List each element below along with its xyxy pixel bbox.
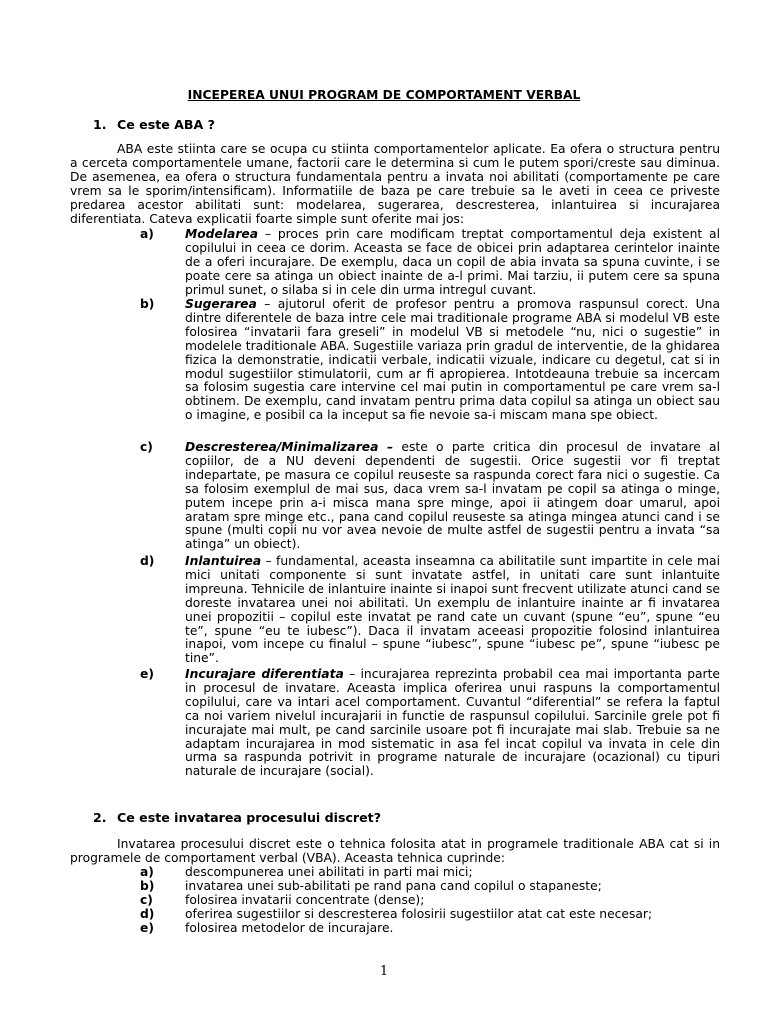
item-text: – incurajarea reprezinta probabil cea mai importanta parte in procesul de invatare. Aceasta implica oferirea unui raspuns la comportamentul copilului, care va intari acel comportament. Cuvantul “diferential” se refera la faptul ca noi variem nivelul incurajarii in functie de raspunsul copilului. Sarcinile grele pot fi incurajate mai mult, pe cand sarcinile usoare pot fi incurajate mai slab. Trebuie sa ne adaptam incurajarea in mod sistematic in asa fel incat copilul va invata in cele din urma sa raspunda potrivit in programe naturale de incurajare (ocazional) cu tipuri naturale de incurajare (social). — [185, 667, 720, 779]
item-term: Inlantuirea — [185, 554, 262, 568]
item-text: descompunerea unei abilitati in parti mai mici; — [185, 865, 473, 879]
section-2-item-a — [140, 866, 720, 880]
item-label: a) — [140, 227, 154, 241]
section-1-heading-text: Ce este ABA ? — [117, 117, 215, 132]
item-label: b) — [140, 879, 155, 893]
section-2-intro: Invatarea procesului discret este o tehnica folosita atat in programele traditionale ABA cat si in programele de comportament verbal (VBA). Aceasta tehnica cuprinde: — [70, 837, 720, 865]
item-text: folosirea metodelor de incurajare. — [185, 921, 394, 935]
item-text: este o parte critica din procesul de invatare al copiilor, de a NU deveni dependenti de sugestii. Orice sugestii vor fi treptat indepartate, pe masura ce copilul reuseste sa raspunda corect fara nici o sugestie. Ca sa folosim exemplul de mai sus, daca vrem sa-l invatam pe copil sa atinga o minge, putem incepe prin a-i misca mana spre minge, apoi ii atingem doar umarul, apoi aratam spre minge etc., pana cand copilul reuseste sa atinga mingea atunci cand i se spune (multi copii nu vor avea nevoie de multe astfel de sugestii pentru a invata “sa atinga” un obiect). — [185, 440, 720, 552]
item-label: e) — [140, 921, 154, 935]
item-text: – proces prin care modificam treptat comportamentul deja existent al copilului in ceea ce dorim. Aceasta se face de obicei prin adaptarea cerintelor inainte de a oferi incurajare. De exemplu, daca un copil de abia invata sa spuna cuvinte, i se poate cere sa atinga un obiect inainte de a-l primi. Mai tarziu, ii putem cere sa spuna primul sunet, o silaba si in cele din urma intregul cuvant. — [185, 227, 720, 297]
section-2-number: 2. — [93, 810, 107, 825]
item-label: c) — [140, 893, 153, 907]
section-1-item-d — [140, 555, 720, 666]
section-2-item-c — [140, 894, 720, 908]
section-1-item-e — [140, 668, 720, 779]
item-text: – ajutorul oferit de profesor pentru a promova raspunsul corect. Una dintre diferentele de baza intre cele mai traditionale programe ABA si modelul VB este folosirea “invatarii fara greseli” in modelul VB si metodele “nu, nici o sugestie” in modelele traditionale ABA. Sugestiile variaza prin gradul de interventie, de la ghidarea fizica la demonstratie, indicatii verbale, indicatii vizuale, indicare cu degetul, cat si in modul sugestiilor stimulatorii, cum ar fi apropierea. Intotdeauna trebuie sa incercam sa folosim sugestia care intervine cel mai putin in comportamentul pe care vrem sa-l obtinem. De exemplu, cand invatam pentru prima data copilul sa atinga un obiect sau o imagine, e posibil ca la inceput sa fie nevoie sa-i miscam mana spe obiect. — [185, 297, 720, 423]
section-1-intro: ABA este stiinta care se ocupa cu stiinta comportamentelor aplicate. Ea ofera o structura pentru a cerceta comportamentele umane, factorii care le determina si cum le putem spori/creste sau diminua. De asemenea, ea ofera o structura fundamentala pentru a invata noi abilitati (comportamente pe care vrem sa le sporim/intensificam). Informatiile de baza pe care trebuie sa le aveti in ceea ce priveste predarea acestor abilitati sunt: modelarea, sugerarea, descresterea, inlantuirea si incurajarea diferentiata. Cateva explicatii foarte simple sunt oferite mai jos: — [70, 142, 720, 226]
item-term: Descresterea/Minimalizarea – — [185, 440, 394, 454]
section-1-item-a — [140, 228, 720, 298]
item-label: d) — [140, 907, 155, 921]
item-text: folosirea invatarii concentrate (dense); — [185, 893, 425, 907]
section-1-heading — [93, 117, 215, 132]
item-text: – fundamental, aceasta inseamna ca abilitatile sunt impartite in cele mai mici unitati componente si sunt invatate astfel, in unitati care sunt inlantuite impreuna. Tehnicile de inlantuire inainte si inapoi sunt frecvent utilizate atunci cand se doreste invatarea unei noi abilitati. Un exemplu de inlantuire inainte ar fi invatarea unei propozitii – copilul este invatat pe rand cate un cuvant (spune “eu”, spune “eu te”, spune “eu te iubesc”). Daca il invatam aceeasi propozitie folosind inlantuirea inapoi, vom incepe cu finalul – spune “iubesc”, spune “iubesc pe”, spune “iubesc pe tine”. — [185, 554, 720, 666]
item-term: Incurajare diferentiata — [185, 667, 344, 681]
item-label: e) — [140, 667, 154, 681]
section-1-item-b — [140, 298, 720, 423]
item-term: Sugerarea — [185, 297, 257, 311]
section-2-heading — [93, 810, 381, 825]
section-2-item-e — [140, 922, 720, 936]
section-2-item-b — [140, 880, 720, 894]
section-1-item-c — [140, 441, 720, 552]
item-label: a) — [140, 865, 154, 879]
section-2-heading-text: Ce este invatarea procesului discret? — [117, 810, 381, 825]
item-text: oferirea sugestiilor si descresterea folosirii sugestiilor atat cat este necesar; — [185, 907, 653, 921]
item-term: Modelarea — [185, 227, 259, 241]
item-label: b) — [140, 297, 155, 311]
page-number: 1 — [379, 964, 389, 979]
section-2-item-d — [140, 908, 720, 922]
item-text: invatarea unei sub-abilitati pe rand pana cand copilul o stapaneste; — [185, 879, 602, 893]
item-label: c) — [140, 440, 153, 454]
item-label: d) — [140, 554, 155, 568]
document-title: INCEPEREA UNUI PROGRAM DE COMPORTAMENT VERBAL — [187, 88, 581, 102]
section-1-number: 1. — [93, 117, 107, 132]
